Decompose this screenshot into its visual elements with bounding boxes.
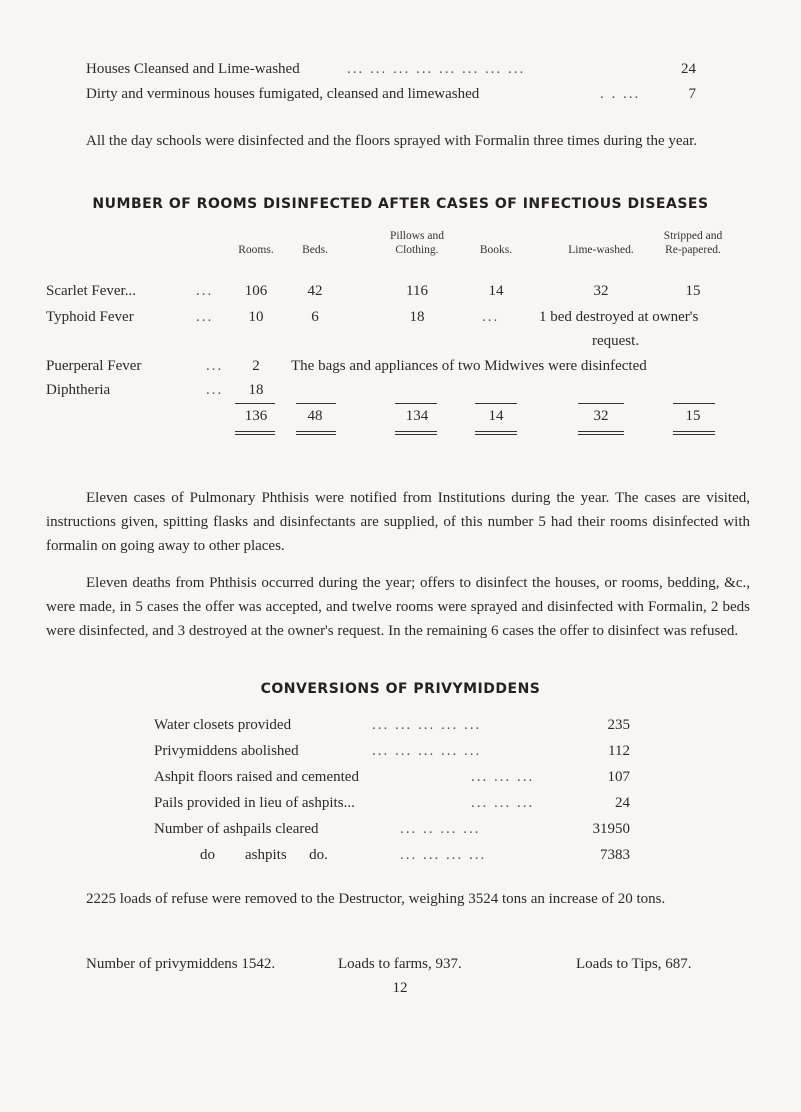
conversion-dots: ... ... ...	[471, 769, 535, 785]
row-dots: ...	[196, 309, 214, 325]
row-disease-typhoid-fever: Typhoid Fever	[46, 309, 134, 325]
summary-label-houses-cleansed: Houses Cleansed and Lime-washed	[86, 61, 300, 77]
col-header-lime-washed: Lime-washed.	[568, 244, 634, 256]
cell-lime-washed: 32	[593, 283, 609, 299]
cell-pillows: 116	[406, 283, 428, 299]
conversion-label: Ashpit floors raised and cemented	[154, 769, 359, 785]
cell-rooms: 106	[244, 283, 268, 299]
col-header-stripped: Stripped and	[663, 230, 723, 242]
col-header-rooms: Rooms.	[238, 244, 274, 256]
conversion-value: 107	[607, 769, 630, 785]
row-dots: ...	[196, 283, 214, 299]
cell-books-dots: ...	[482, 309, 500, 325]
cell-stripped: 15	[685, 283, 701, 299]
conversion-label: do ashpits do.	[200, 847, 328, 863]
page-number: 12	[392, 980, 408, 996]
summary-dots: . . ...	[600, 86, 641, 102]
total-pillows: 134	[405, 408, 429, 424]
conversion-value: 112	[608, 743, 630, 759]
total-lime-washed: 32	[593, 408, 609, 424]
cell-rooms: 10	[248, 309, 264, 325]
conversion-label: Number of ashpails cleared	[154, 821, 319, 837]
cell-books: 14	[488, 283, 504, 299]
cell-rooms: 2	[252, 358, 260, 374]
phthisis-notified-paragraph: Eleven cases of Pulmonary Phthisis were notified from Institutions during the year. The cases are visited, instructions given, spitting flasks and disinfectants are supplied, of this number 5 had their rooms disinfected with formalin on going away to other places.	[46, 490, 750, 554]
cell-rooms: 18	[248, 382, 264, 398]
col-header-pillows: Pillows and	[390, 230, 444, 242]
total-rule	[673, 403, 715, 404]
conversion-value: 7383	[600, 847, 630, 863]
double-rule	[673, 431, 715, 435]
schools-paragraph: All the day schools were disinfected and the floors sprayed with Formalin three times during the year.	[86, 133, 698, 149]
row-disease-puerperal-fever: Puerperal Fever	[46, 358, 142, 374]
row-disease-diphtheria: Diphtheria	[46, 382, 111, 398]
col-header-clothing: Clothing.	[395, 244, 439, 256]
total-rule	[475, 403, 517, 404]
total-books: 14	[488, 408, 504, 424]
conversion-label: Privymiddens abolished	[154, 743, 299, 759]
total-rule	[578, 403, 624, 404]
rooms-table-title: NUMBER OF ROOMS DISINFECTED AFTER CASES OF INFECTIOUS DISEASES	[92, 196, 709, 212]
col-header-repapered: Re-papered.	[665, 244, 721, 256]
summary-label-verminous-houses: Dirty and verminous houses fumigated, cleansed and limewashed	[86, 86, 480, 102]
double-rule	[578, 431, 624, 435]
cell-pillows: 18	[409, 309, 425, 325]
summary-dots: ... ... ... ... ... ... ... ...	[347, 61, 526, 77]
puerperal-note: The bags and appliances of two Midwives were disinfected	[291, 358, 647, 374]
total-rule	[235, 403, 275, 404]
summary-value-houses-cleansed: 24	[681, 61, 696, 77]
row-dots: ...	[206, 358, 224, 374]
row-disease-scarlet-fever: Scarlet Fever...	[46, 283, 136, 299]
conversion-dots: ... ... ...	[471, 795, 535, 811]
cell-beds: 6	[311, 309, 319, 325]
footer-loads-tips: Loads to Tips, 687.	[576, 956, 692, 972]
phthisis-deaths-paragraph: Eleven deaths from Phthisis occurred during the year; offers to disinfect the houses, or rooms, bedding, &c., were made, in 5 cases the offer was accepted, and twelve rooms were sprayed and disinfected with Formalin, 2 beds were disinfected, and 3 destroyed at the owner's request. In the remaining 6 cases the offer to disinfect was refused.	[46, 575, 750, 639]
total-stripped: 15	[685, 408, 701, 424]
conversion-label: Pails provided in lieu of ashpits...	[154, 795, 355, 811]
footer-loads-farms: Loads to farms, 937.	[338, 956, 462, 972]
total-beds: 48	[307, 408, 323, 424]
conversion-value: 235	[607, 717, 630, 733]
cell-beds: 42	[307, 283, 323, 299]
refuse-paragraph: 2225 loads of refuse were removed to the Destructor, weighing 3524 tons an increase of 20 tons.	[86, 891, 666, 907]
conversion-dots: ... ... ... ...	[400, 847, 487, 863]
col-header-beds: Beds.	[302, 244, 328, 256]
double-rule	[395, 431, 437, 435]
total-rule	[395, 403, 437, 404]
summary-value-verminous-houses: 7	[688, 86, 696, 102]
row-dots: ...	[206, 382, 224, 398]
total-rule	[296, 403, 336, 404]
double-rule	[475, 431, 517, 435]
typhoid-note-continued: request.	[592, 333, 640, 349]
conversions-title: CONVERSIONS OF PRIVYMIDDENS	[260, 681, 541, 697]
double-rule	[235, 431, 275, 435]
conversion-dots: ... ... ... ... ...	[372, 717, 482, 733]
conversion-value: 31950	[592, 821, 630, 837]
conversion-dots: ... ... ... ... ...	[372, 743, 482, 759]
total-rooms: 136	[244, 408, 268, 424]
double-rule	[296, 431, 336, 435]
col-header-books: Books.	[479, 244, 513, 256]
conversion-value: 24	[615, 795, 630, 811]
typhoid-note: 1 bed destroyed at owner's	[539, 309, 699, 325]
footer-privymiddens: Number of privymiddens 1542.	[86, 956, 276, 972]
conversion-label: Water closets provided	[154, 717, 292, 733]
conversion-dots: ... .. ... ...	[400, 821, 481, 837]
